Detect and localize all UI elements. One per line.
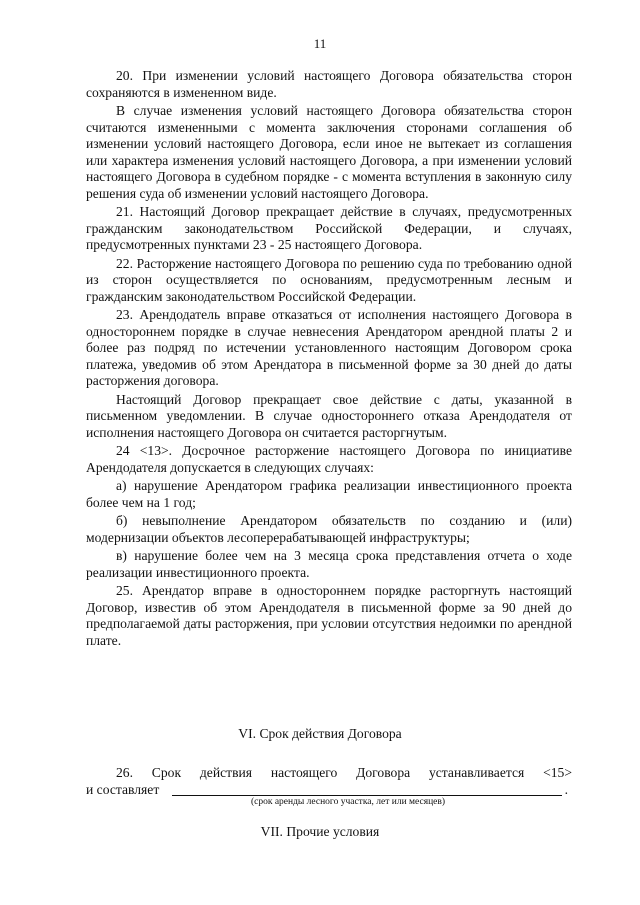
paragraph-25: 25. Арендатор вправе в одностороннем порядке расторгнуть настоящий Договор, известив об этом Арендодателя в письменной форме за 90 дней до предполагаемой даты расторжения, при условии отсутствия недоимки по арендной плате. <box>86 583 572 648</box>
paragraph-21: 21. Настоящий Договор прекращает действие в случаях, предусмотренных гражданским законодательством Российской Федерации, и случаях, предусмотренных пунктами 23 - 25 настоящего Договора. <box>86 204 572 252</box>
document-body <box>86 68 572 651</box>
paragraph-24-b: б) невыполнение Арендатором обязательств по созданию и (или) модернизации объектов лесоперерабатывающей инфраструктуры; <box>86 513 572 545</box>
clause-26-prefix: и составляет <box>86 781 160 797</box>
paragraph-22: 22. Расторжение настоящего Договора по решению суда по требованию одной из сторон осуществляется по основаниям, предусмотренным лесным и гражданским законодательством Российской Федерации. <box>86 255 572 304</box>
paragraph-24-a: а) нарушение Арендатором графика реализации инвестиционного проекта более чем на 1 год; <box>86 478 572 510</box>
section-6-heading: VI. Срок действия Договора <box>238 726 402 741</box>
section-7-heading: VII. Прочие условия <box>260 824 380 839</box>
paragraph-20: 20. При изменении условий настоящего Договора обязательства сторон сохраняются в измененном виде. <box>86 68 572 100</box>
page-number: 11 <box>313 36 327 51</box>
clause-26-line2 <box>86 782 572 799</box>
paragraph-23: 23. Арендодатель вправе отказаться от исполнения настоящего Договора в одностороннем порядке в случае невнесения Арендатором арендной платы 2 и более раз подряд по истечении установленного настоящим Договором срока платежа, уведомив об этом Арендатора в письменной форме за 30 дней до даты расторжения договора. <box>86 307 572 388</box>
paragraph-23-cont: Настоящий Договор прекращает свое действие с даты, указанной в письменном уведомлении. В случае одностороннего отказа Арендодателя от исполнения настоящего Договора он считается расторгнутым. <box>86 391 572 440</box>
term-fill-line[interactable] <box>172 795 562 796</box>
clause-26-line1: 26. Срок действия настоящего Договора устанавливается <15> <box>116 765 572 780</box>
paragraph-20-cont: В случае изменения условий настоящего Договора обязательства сторон считаются измененными с момента заключения сторонами соглашения об изменении условий настоящего Договора, если иное не вытекает из соглашения или характера изменения условий настоящего Договора, а при изменении условий настоящего Договора в судебном порядке - с момента вступления в законную силу решения суда об изменении условий настоящего Договора. <box>86 103 572 201</box>
paragraph-24-c: в) нарушение более чем на 3 месяца срока представления отчета о ходе реализации инвестиционного проекта. <box>86 548 572 580</box>
paragraph-24: 24 <13>. Досрочное расторжение настоящего Договора по инициативе Арендодателя допускается в следующих случаях: <box>86 443 572 475</box>
clause-26-end: . <box>564 781 568 797</box>
clause-26 <box>86 765 572 799</box>
term-caption: (срок аренды лесного участка, лет или месяцев) <box>250 797 446 807</box>
